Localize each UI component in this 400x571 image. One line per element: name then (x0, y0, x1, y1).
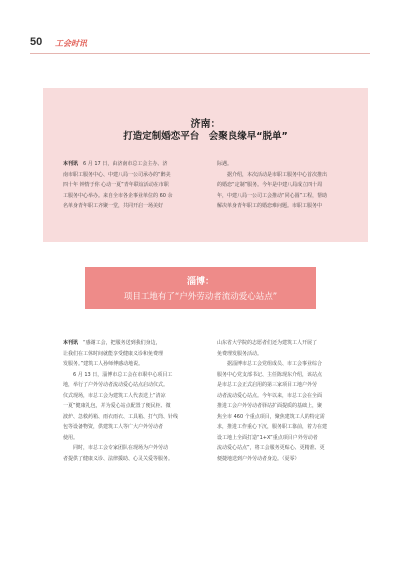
text-line: 是市总工会正式启用的第三家项目工地户外劳 (217, 382, 318, 388)
text-line: 设工地上全面打造“1+X”重点项目户外劳动者 (217, 434, 318, 441)
text-line: 波炉、急救药箱、雨衣雨衣、工具箱、打气筒、针线 (63, 413, 179, 420)
text-line: 的婚恋“定制”服务。今年是中建八局成立四十周 (217, 182, 323, 188)
text-line: 据淄博市总工会党组成员、市工会事业综合 (217, 361, 323, 367)
text-line: 免费理发服务活动。 (217, 350, 263, 357)
text-line: 山东省大学院的志愿者们还为建筑工人开展了 (217, 340, 318, 346)
article1-right-column (217, 159, 363, 212)
text-line: 推进工会户外劳动者驿站扩面提质的基础上，聚 (217, 403, 323, 409)
text-line: 动者流动爱心站点。今年以来，市总工会在全面 (217, 392, 323, 399)
text-line: 际遇。 (217, 161, 233, 167)
text-line: 一夏”健康礼包，并为爱心站点配置了便民柜、微 (63, 403, 171, 409)
text-line: 6 月 13 日，淄博市总工会在市职中心项目工 (63, 371, 173, 378)
text-line: 解决单身青年职工的婚恋难问题。市职工服务中 (217, 203, 323, 209)
article1-left-column (63, 159, 209, 212)
text-line: 地，举行了户外劳动者流动爱心站点启动仪式。 (63, 382, 169, 388)
article1-title: 打造定制婚恋平台 会聚良缘早“脱单” (123, 131, 288, 142)
header-divider (30, 53, 370, 54)
text-line: 工服务中心举办。来自全市各企事业单位的 60 余 (63, 192, 173, 199)
text-line: 年，中建八局一公司工会推动“同心圆”工程，帮助 (217, 192, 328, 199)
page-number: 50 (30, 36, 43, 48)
section-name: 工会时讯 (55, 39, 87, 48)
text-line: 服务中心党支部书记、主任陈现东介绍，该站点 (217, 371, 323, 378)
text-line: 南市职工服务中心、中建八局一公司承办的“醉美 (63, 171, 171, 178)
article1-title-city: 济南： (190, 119, 221, 130)
article2-left-column (63, 338, 209, 464)
text-line: 流动爱心站点”，将工会服务更贴心、更精准、更 (217, 445, 325, 451)
text-line: 仪式现场，市总工会为建筑工人代表送上“清凉 (63, 392, 166, 399)
article2-right-column (217, 338, 363, 464)
text-line: 本刊讯 6 月 17 日，由济南市总工会主办、济 (63, 161, 168, 167)
text-line: 本刊讯 “感谢工会，把服务送到我们身边， (63, 340, 161, 346)
text-line: 焦全市 460 个重点项目，聚焦建筑工人的特定需 (217, 413, 325, 420)
text-line: 发服务。”建筑工人孙师傅感动地说。 (63, 361, 144, 367)
text-line: 四十年 钟情于你 心动一夏”青年联谊活动在市职 (63, 182, 169, 188)
text-line: 让我们在工休时间就能享受健康义诊和免费理 (63, 350, 164, 357)
text-line: 据介绍，本次活动是市职工服务中心首次推出 (217, 171, 328, 178)
text-line: 使用。 (63, 434, 79, 441)
text-line: 包等设备物资，供建筑工人等广大户外劳动者 (63, 424, 164, 430)
text-line: 名单身青年职工齐聚一堂，共同开启一场美好 (63, 203, 164, 209)
article2-title: 项目工地有了“户外劳动者流动爱心站点” (123, 292, 278, 302)
text-line: 求，推进工作重心下沉，服务职工靠前，着力在建 (217, 424, 328, 430)
text-line: 便捷地送到户外劳动者身边。（夏零） (217, 455, 300, 462)
text-line: 同时，市总工会专家团队在现场为户外劳动 (63, 445, 169, 451)
text-line: 者提供了健康义诊、法律援助、心灵关爱等服务。 (63, 455, 174, 462)
article2-title-city: 淄博： (186, 277, 214, 287)
